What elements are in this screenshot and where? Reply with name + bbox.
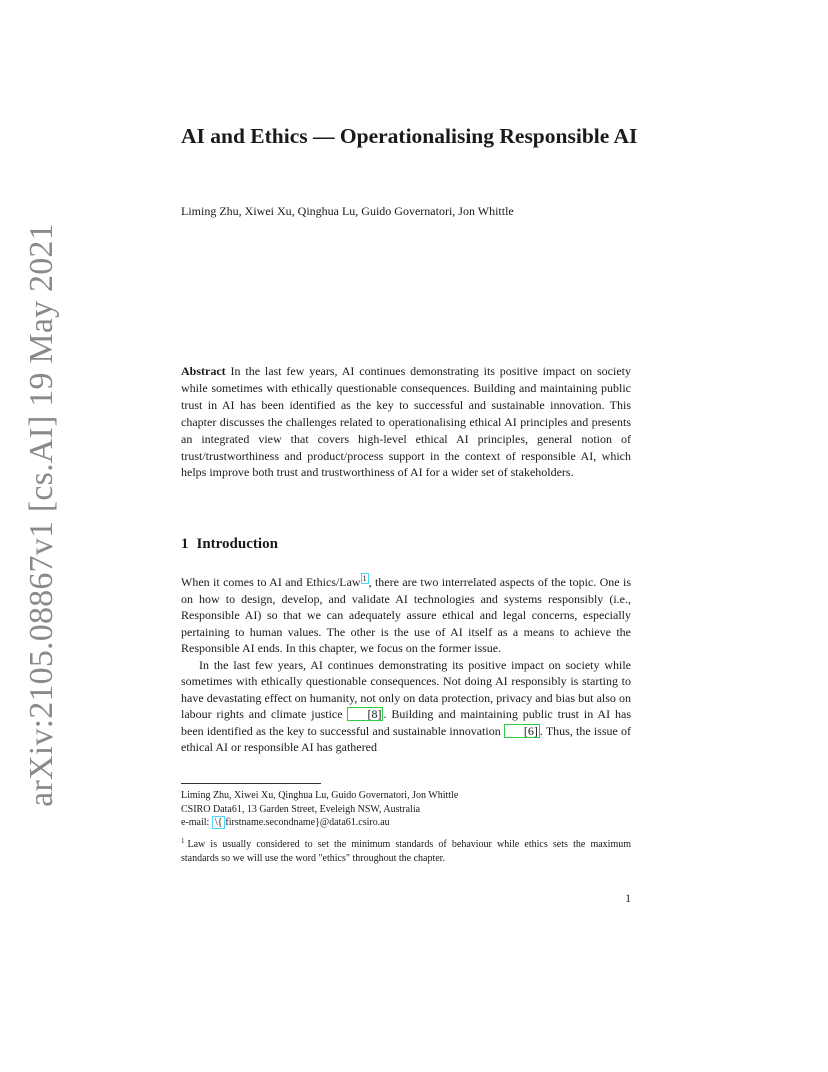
section-number: 1: [181, 536, 189, 552]
footnote-link-1[interactable]: 1: [362, 574, 367, 583]
page-number: 1: [625, 893, 631, 905]
abstract-text: In the last few years, AI continues demonstrating its positive impact on society while sometimes with ethically questionable consequences. Building and maintaining public trust in AI has been identified as the key to successful and sustainable innovation. This chapter discusses the challenges related to operationalising ethical AI principles and presents an integrated view that covers high-level ethical AI principles, general notion of trust/trustworthiness and product/process support in the context of responsible AI, which helps improve both trust and trustworthiness of AI for a wider set of stakeholders.: [181, 364, 631, 480]
footnote-number: 1: [181, 836, 185, 845]
footnote-text: Law is usually considered to set the minimum standards of behaviour while ethics sets the maximum standards so we will use the word "ethics" throughout the chapter.: [181, 839, 631, 864]
author-list: Liming Zhu, Xiwei Xu, Qinghua Lu, Guido Governatori, Jon Whittle: [181, 204, 514, 218]
section-heading-introduction: [181, 535, 631, 553]
affiliation-email: [181, 816, 631, 830]
email-link[interactable]: \{: [212, 816, 226, 829]
citation-link-8[interactable]: [8]: [347, 707, 383, 721]
arxiv-identifier-stamp: [16, 223, 68, 807]
footnote-1: [181, 838, 631, 865]
citation-link-6[interactable]: [6]: [504, 724, 540, 738]
author-affiliation: [181, 789, 631, 830]
arxiv-identifier-text: arXiv:2105.08867v1 [cs.AI] 19 May 2021: [23, 223, 60, 807]
abstract: [181, 363, 631, 481]
paper-title: AI and Ethics — Operationalising Responsible AI: [181, 124, 638, 148]
affiliation-address: CSIRO Data61, 13 Garden Street, Eveleigh NSW, Australia: [181, 803, 421, 815]
introduction-body: [181, 574, 631, 756]
intro-p1-text-end: , there are two interrelated aspects of the topic. One is on how to design, develop, and validate AI technologies and systems responsibly (i.e., Responsible AI) so that we can adequately assure ethical and legal concerns, especially pertaining to human values. The other is the use of AI itself as a means to achieve the Responsible AI ends. In this chapter, we focus on the former issue.: [181, 575, 631, 655]
footnote-divider: [181, 783, 321, 784]
email-address: firstname.secondname}@data61.csiro.au: [225, 817, 390, 828]
intro-p2-text-1: In the last few years, AI continues demonstrating its positive impact on society while sometimes with ethically questionable consequences. Not doing AI responsibly is starting to have devastating effect on humanity, not only on data protection, privacy and bias but also on labour rights and climate justice: [181, 657, 631, 721]
intro-p2-text-3: . Thus, the issue of ethical AI or responsible AI has gathered: [181, 723, 631, 754]
section-title: Introduction: [196, 536, 278, 552]
intro-p2-text-2: . Building and maintaining public trust in AI has been identified as the key to successful and sustainable innovation: [181, 707, 631, 738]
intro-paragraph-2: [181, 657, 631, 756]
email-label: e-mail:: [181, 817, 210, 828]
intro-paragraph-1: [181, 574, 631, 657]
affiliation-names: Liming Zhu, Xiwei Xu, Qinghua Lu, Guido Governatori, Jon Whittle: [181, 790, 459, 801]
abstract-label: Abstract: [181, 364, 226, 378]
intro-p1-text-start: When it comes to AI and Ethics/Law: [181, 575, 361, 589]
